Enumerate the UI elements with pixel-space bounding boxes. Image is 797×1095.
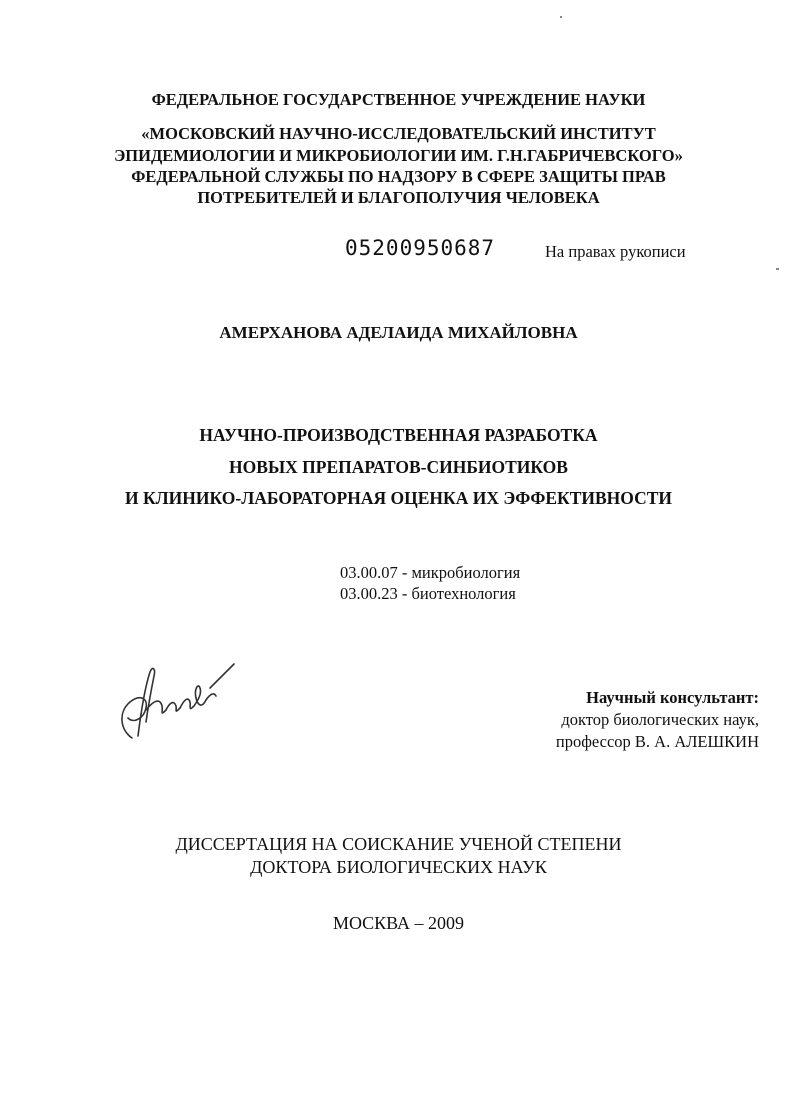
consultant-name: профессор В. А. АЛЕШКИН — [555, 732, 759, 751]
handwritten-signature — [110, 650, 240, 745]
dissertation-line-2: ДОКТОРА БИОЛОГИЧЕСКИХ НАУК — [250, 857, 547, 877]
scan-speck — [776, 268, 779, 270]
title-line-3: И КЛИНИКО-ЛАБОРАТОРНАЯ ОЦЕНКА ИХ ЭФФЕКТИВНОСТИ — [124, 488, 673, 508]
dissertation-line-1: ДИССЕРТАЦИЯ НА СОИСКАНИЕ УЧЕНОЙ СТЕПЕНИ — [175, 834, 622, 854]
institution-line-2: «МОСКОВСКИЙ НАУЧНО-ИССЛЕДОВАТЕЛЬСКИЙ ИНСТИТУТ — [141, 124, 656, 143]
institution-line-4: ФЕДЕРАЛЬНОЙ СЛУЖБЫ ПО НАДЗОРУ В СФЕРЕ ЗАЩИТЫ ПРАВ — [131, 167, 666, 186]
institution-line-3: ЭПИДЕМИОЛОГИИ И МИКРОБИОЛОГИИ ИМ. Г.Н.ГАБРИЧЕВСКОГО» — [114, 146, 683, 165]
specialty-1: 03.00.07 - микробиология — [340, 563, 521, 582]
institution-line-1: ФЕДЕРАЛЬНОЕ ГОСУДАРСТВЕННОЕ УЧРЕЖДЕНИЕ НАУКИ — [151, 90, 646, 109]
specialty-2: 03.00.23 - биотехнология — [340, 584, 516, 603]
rights-note: На правах рукописи — [545, 242, 686, 261]
serial-number: 05200950687 — [345, 236, 496, 260]
scan-speck — [560, 16, 562, 18]
title-line-1: НАУЧНО-ПРОИЗВОДСТВЕННАЯ РАЗРАБОТКА — [199, 425, 598, 445]
title-line-2: НОВЫХ ПРЕПАРАТОВ-СИНБИОТИКОВ — [229, 457, 568, 477]
author-name: АМЕРХАНОВА АДЕЛАИДА МИХАЙЛОВНА — [219, 323, 578, 342]
institution-line-5: ПОТРЕБИТЕЛЕЙ И БЛАГОПОЛУЧИЯ ЧЕЛОВЕКА — [197, 188, 600, 207]
city-year: МОСКВА – 2009 — [332, 913, 465, 933]
consultant-heading: Научный консультант: — [586, 688, 759, 707]
consultant-degree: доктор биологических наук, — [561, 710, 759, 729]
